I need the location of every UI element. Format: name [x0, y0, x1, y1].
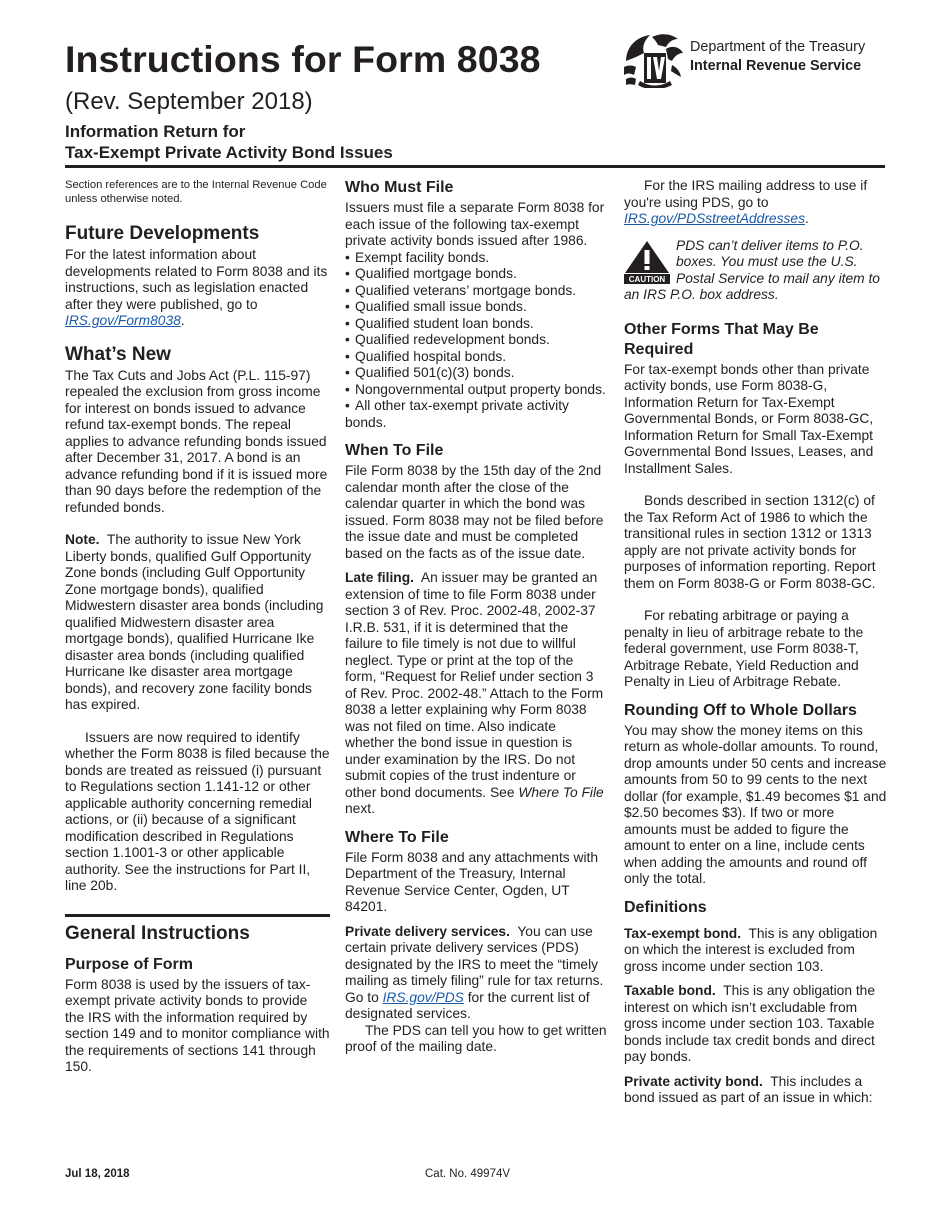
irs-form8038-link[interactable]: IRS.gov/Form8038 — [65, 313, 181, 328]
late-filing-label: Late filing. — [345, 570, 414, 585]
pds-label: Private delivery services. — [345, 923, 510, 939]
heading-rounding: Rounding Off to Whole Dollars — [624, 701, 857, 719]
mailing-address-text: For the IRS mailing address to use if you're using PDS, go to IRS.gov/PDSstreetAddresses. — [624, 178, 868, 226]
list-item: • Qualified small issue bonds. — [345, 299, 527, 314]
column-3 — [624, 178, 888, 1107]
who-must-file-text: Issuers must file a separate Form 8038 for each issue of the following tax-exempt private activity bonds issued after 1986. — [345, 200, 605, 248]
pds-paragraph: Private delivery services. You can use certain private delivery services (PDS) designated by the IRS to meet the “timely mailing as timely filing” rule for tax returns. Go to IRS.gov/PDS for the current list of designated services. — [345, 923, 604, 1021]
agency-block — [690, 38, 865, 76]
heading-other-forms: Other Forms That May Be Required — [624, 320, 819, 358]
note-paragraph: Note. The authority to issue New York Liberty bonds, qualified Gulf Opportunity Zone bonds (including Gulf Opportunity Zone mortgage bonds), qualified Midwestern disaster area bonds (including qualified Midwestern disaster area mortgage bonds), qualified Hurricane Ike disaster area bonds (including qualified Hurricane Ike disaster area mortgage bonds), and recovery zone facility bonds has expired. — [65, 532, 324, 712]
list-item: • Qualified hospital bonds. — [345, 348, 507, 364]
caution-box — [624, 238, 888, 304]
general-instructions-divider — [65, 914, 330, 917]
dept-irs: Internal Revenue Service — [690, 58, 862, 74]
when-to-file-text: File Form 8038 by the 15th day of the 2nd calendar month after the close of the calendar quarter in which the bond was issued. Form 8038 may not be filed before the issue date and must be completed based on the facts as of the issue date. — [345, 463, 604, 561]
subtitle-line-2: Tax-Exempt Private Activity Bond Issues — [65, 143, 393, 162]
heading-definitions: Definitions — [624, 898, 707, 916]
column-2 — [345, 178, 607, 1056]
heading-who-must-file: Who Must File — [345, 179, 454, 196]
heading-general-instructions: General Instructions — [65, 922, 250, 944]
taxable-bond-definition: Taxable bond. This is any obligation the interest on which isn’t excludable from gross income under section 103. Taxable bonds include tax credit bonds and direct pay bonds. — [624, 983, 876, 1064]
heading-future-developments: Future Developments — [65, 223, 260, 244]
list-item: • Exempt facility bonds. — [345, 249, 490, 265]
future-developments-text: For the latest information about developments related to Form 8038 and its instructions, such as legislation enacted after they were published, go to IRS.gov/Form8038. — [65, 247, 328, 328]
section-1312-text: Bonds described in section 1312(c) of the Tax Reform Act of 1986 to which the transitional rules in section 1312 or 1313 apply are not private activity bonds for purposes of information reporting. Report them on Form 8038-G or Form 8038-GC. — [624, 493, 876, 591]
list-item: • Qualified student loan bonds. — [345, 315, 534, 331]
column-1 — [65, 178, 330, 1076]
list-item: • Qualified veterans’ mortgage bonds. — [345, 282, 577, 298]
irs-eagle-logo-icon — [622, 31, 685, 88]
whats-new-text: The Tax Cuts and Jobs Act (P.L. 115-97) repealed the exclusion from gross income for interest on bonds issued to advance refund tax-exempt bonds. The repeal applies to advance refunding bonds issued after December 31, 2017. A bond is an advance refunding bond if it is issued more than 90 days before the redemption of the refunded bonds. — [65, 367, 328, 515]
form-subtitle — [65, 121, 393, 163]
caution-icon — [624, 240, 670, 284]
heading-purpose-of-form: Purpose of Form — [65, 955, 194, 973]
pds-proof-text: The PDS can tell you how to get written proof of the mailing date. — [345, 1022, 607, 1054]
note-label: Note. — [65, 532, 100, 547]
private-activity-bond-definition: Private activity bond. This includes a bond issued as part of an issue in which: — [624, 1073, 873, 1105]
rounding-text: You may show the money items on this return as whole-dollar amounts. To round, drop amounts under 50 cents and increase amounts from 50 to 99 cents to the next dollar (for example, $1.49 becomes $1 and $2.50 becomes $3). If two or more amounts must be added to figure the amount to enter on a line, include cents when adding the amounts and round off only the total. — [624, 722, 887, 886]
list-item: • Qualified redevelopment bonds. — [345, 332, 550, 347]
irs-pds-street-addresses-link[interactable]: IRS.gov/PDSstreetAddresses — [624, 211, 805, 226]
late-filing-paragraph: Late filing. An issuer may be granted an extension of time to file Form 8038 under section 3 of Rev. Proc. 2002-48, 2002-37 I.R.B. 531, if it is determined that the failure to file timely is not due to willful neglect. Type or print at the top of the form, “Request for Relief under section 3 of Rev. Proc. 2002-48.” Attach to the Form 8038 a letter explaining why Form 8038 was not filed on time. Also indicate whether the bond issue in question is under examination by the IRS. Do not submit copies of the trust indenture or other bond documents. See Where To File next. — [345, 570, 604, 816]
irs-pds-link[interactable]: IRS.gov/PDS — [382, 989, 464, 1005]
list-item: • Qualified mortgage bonds. — [345, 266, 517, 281]
issuers-paragraph: Issuers are now required to identify whether the Form 8038 is filed because the bonds are treated as reissued (i) pursuant to Regulations section 1.141-12 or other applicable authority concerning remedial actions, or (ii) because of a significant modification described in Regulations section 1.1001-3 or other applicable authority. See the instructions for Part II, line 20b. — [65, 729, 330, 893]
heading-when-to-file: When To File — [345, 442, 444, 459]
footer-date: Jul 18, 2018 — [65, 1168, 130, 1180]
section-references-note: Section references are to the Internal Revenue Code unless otherwise noted. — [65, 179, 327, 205]
caution-text: PDS can’t deliver items to P.O. boxes. You must use the U.S. Postal Service to mail any item to an IRS P.O. box address. — [624, 237, 880, 302]
revision-date: (Rev. September 2018) — [65, 88, 313, 115]
svg-text:CAUTION: CAUTION — [628, 274, 666, 284]
where-to-file-text: File Form 8038 and any attachments with Department of the Treasury, Internal Revenue Service Center, Ogden, UT 84201. — [345, 849, 599, 914]
list-item: • Nongovernmental output property bonds. — [345, 381, 606, 397]
other-forms-text: For tax-exempt bonds other than private activity bonds, use Form 8038-G, Information Return for Tax-Exempt Governmental Bonds, or Form 8038-GC, Information Return for Small Tax-Exempt Governmental Bond Issues, Leases, and Installment Sales. — [624, 361, 874, 476]
subtitle-line-1: Information Return for — [65, 122, 246, 141]
dept-treasury: Department of the Treasury — [690, 39, 866, 55]
list-item: • All other tax-exempt private activity bonds. — [345, 398, 569, 430]
heading-where-to-file: Where To File — [345, 828, 449, 846]
bond-type-list — [345, 250, 607, 432]
catalog-number: Cat. No. 49974V — [425, 1168, 511, 1180]
purpose-text: Form 8038 is used by the issuers of tax-exempt private activity bonds to provide the IRS with the information required by section 149 and to monitor compliance with the requirements of sections 141 through 150. — [65, 976, 330, 1074]
arbitrage-rebate-text: For rebating arbitrage or paying a penalty in lieu of arbitrage rebate to the federal government, use Form 8038-T, Arbitrage Rebate, Yield Reduction and Penalty in Lieu of Arbitrage Rebate. — [624, 608, 864, 689]
page-title: Instructions for Form 8038 — [65, 38, 541, 80]
header-divider — [65, 165, 885, 168]
heading-whats-new: What’s New — [65, 343, 171, 365]
tax-exempt-bond-definition: Tax-exempt bond. This is any obligation on which the interest is excluded from gross income under section 103. — [624, 925, 878, 974]
list-item: • Qualified 501(c)(3) bonds. — [345, 365, 515, 380]
